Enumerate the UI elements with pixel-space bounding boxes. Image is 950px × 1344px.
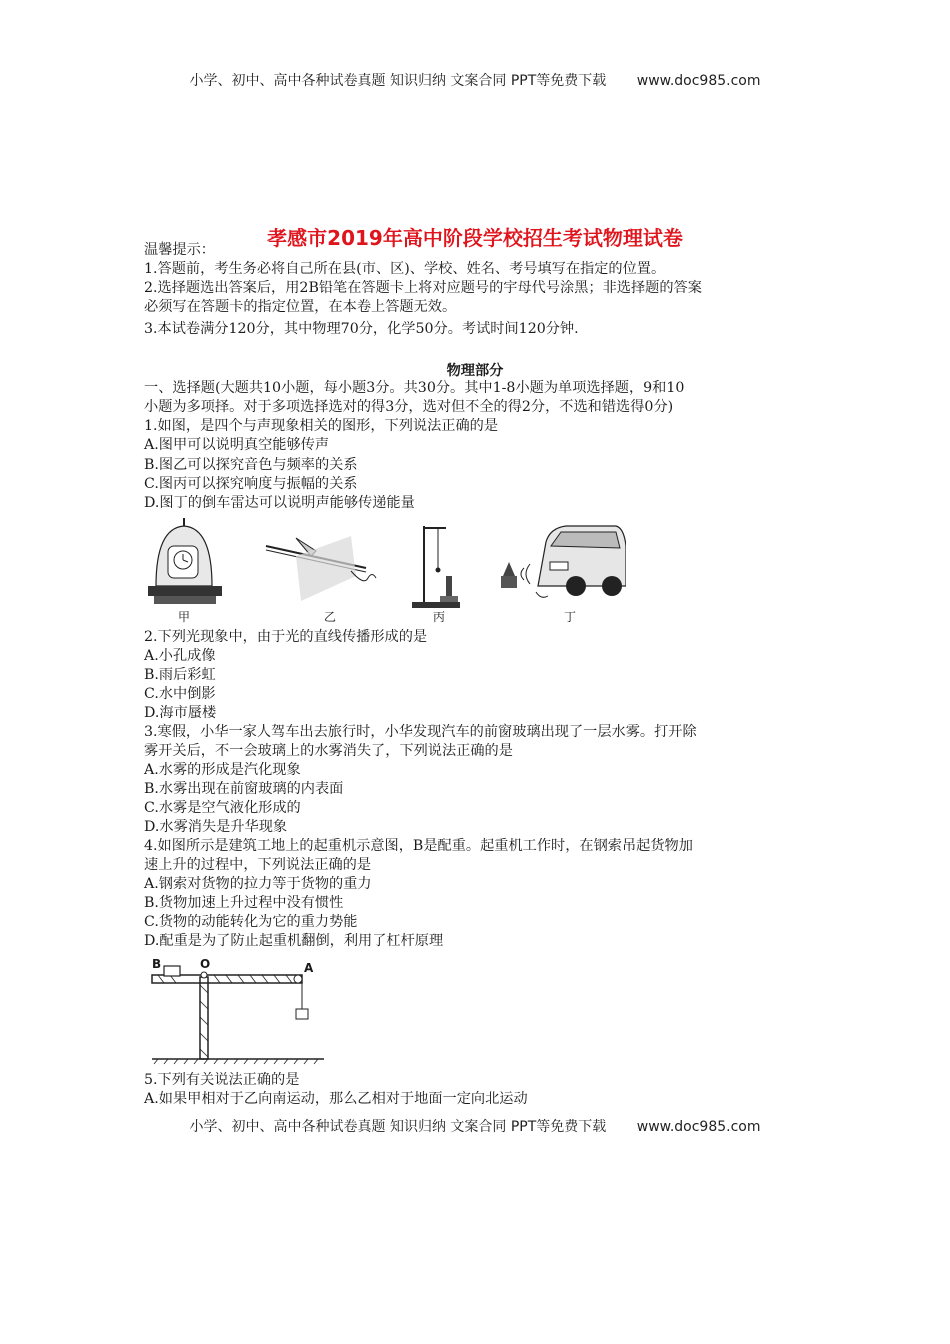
q3-option-d: D.水雾消失是升华现象 bbox=[144, 819, 288, 835]
notice-item: 1.答题前，考生务必将自己所在县(市、区)、学校、姓名、考号填写在指定的位置。 bbox=[144, 261, 666, 277]
header-site-link[interactable]: www.doc985.com bbox=[636, 73, 761, 89]
header-text: 小学、初中、高中各种试卷真题 知识归纳 文案合同 PPT等免费下载 bbox=[189, 73, 607, 89]
exam-title: 孝感市2019年高中阶段学校招生考试物理试卷 bbox=[267, 226, 683, 250]
figure-label-yi: 乙 bbox=[324, 610, 337, 624]
q4-crane-figure bbox=[148, 955, 328, 1065]
q1-stem: 1.如图，是四个与声现象相关的图形，下列说法正确的是 bbox=[144, 418, 499, 434]
figure-label-bing: 丙 bbox=[433, 610, 446, 624]
reversing-radar-car-illustration bbox=[501, 526, 626, 597]
notice-item: 2.选择题选出答案后，用2B铅笔在答题卡上将对应题号的宇母代号涂黑；非选择题的答案 bbox=[144, 280, 702, 296]
q2-option-d: D.海市蜃楼 bbox=[144, 705, 217, 721]
notice-heading: 温馨提示： bbox=[144, 242, 215, 258]
intro-line: 一、选择题(大题共10小题，每小题3分。共30分。其中1-8小题为单项选择题，9和10 bbox=[144, 380, 685, 396]
crane-label-b: B bbox=[152, 957, 162, 971]
sound-phenomena-figures bbox=[146, 516, 626, 624]
footer-site-link[interactable]: www.doc985.com bbox=[636, 1119, 761, 1135]
figure-label-jia: 甲 bbox=[178, 610, 191, 624]
q5-stem: 5.下列有关说法正确的是 bbox=[144, 1072, 300, 1088]
pendulum-tuning-fork-illustration bbox=[412, 526, 460, 608]
q3-stem: 雾开关后，不一会玻璃上的水雾消失了，下列说法正确的是 bbox=[144, 743, 513, 759]
q4-option-d: D.配重是为了防止起重机翻倒，利用了杠杆原理 bbox=[144, 933, 444, 949]
intro-line: 小题为多项择。对于多项选择选对的得3分，选对但不全的得2分，不选和错选得0分) bbox=[144, 399, 674, 415]
ruler-on-table-illustration bbox=[266, 536, 376, 601]
q4-option-b: B.货物加速上升过程中没有惯性 bbox=[144, 895, 344, 911]
q4-stem: 4.如图所示是建筑工地上的起重机示意图，B是配重。起重机工作时，在钢索吊起货物加 bbox=[144, 838, 693, 854]
q1-option-b: B.图乙可以探究音色与频率的关系 bbox=[144, 457, 358, 473]
bell-jar-illustration bbox=[148, 518, 222, 604]
q4-option-c: C.货物的动能转化为它的重力势能 bbox=[144, 914, 358, 930]
page-header bbox=[0, 70, 950, 90]
q3-option-b: B.水雾出现在前窗玻璃的内表面 bbox=[144, 781, 344, 797]
notice-item: 3.本试卷满分120分，其中物理70分，化学50分。考试时间120分钟. bbox=[144, 321, 579, 337]
crane-label-o: O bbox=[200, 957, 211, 971]
q2-stem: 2.下列光现象中，由于光的直线传播形成的是 bbox=[144, 629, 428, 645]
q1-figure bbox=[146, 516, 626, 624]
q3-option-a: A.水雾的形成是汽化现象 bbox=[144, 762, 301, 778]
q4-option-a: A.钢索对货物的拉力等于货物的重力 bbox=[144, 876, 372, 892]
crane-diagram bbox=[148, 955, 328, 1065]
page-footer bbox=[0, 1116, 950, 1136]
q1-option-c: C.图丙可以探究响度与振幅的关系 bbox=[144, 476, 358, 492]
q3-stem: 3.寒假，小华一家人驾车出去旅行时，小华发现汽车的前窗玻璃出现了一层水雾。打开除 bbox=[144, 724, 697, 740]
footer-text: 小学、初中、高中各种试卷真题 知识归纳 文案合同 PPT等免费下载 bbox=[189, 1119, 607, 1135]
q5-option-a: A.如果甲相对于乙向南运动，那么乙相对于地面一定向北运动 bbox=[144, 1091, 528, 1107]
q2-option-c: C.水中倒影 bbox=[144, 686, 216, 702]
q2-option-a: A.小孔成像 bbox=[144, 648, 216, 664]
notice-item: 必须写在答题卡的指定位置，在本卷上答题无效。 bbox=[144, 299, 457, 315]
figure-label-ding: 丁 bbox=[564, 610, 577, 624]
crane-label-a: A bbox=[304, 961, 314, 975]
q1-option-d: D.图丁的倒车雷达可以说明声能够传递能量 bbox=[144, 495, 415, 511]
q4-stem: 速上升的过程中，下列说法正确的是 bbox=[144, 857, 372, 873]
q2-option-b: B.雨后彩虹 bbox=[144, 667, 216, 683]
q1-option-a: A.图甲可以说明真空能够传声 bbox=[144, 437, 330, 453]
q3-option-c: C.水雾是空气液化形成的 bbox=[144, 800, 301, 816]
section-title: 物理部分 bbox=[446, 363, 504, 379]
